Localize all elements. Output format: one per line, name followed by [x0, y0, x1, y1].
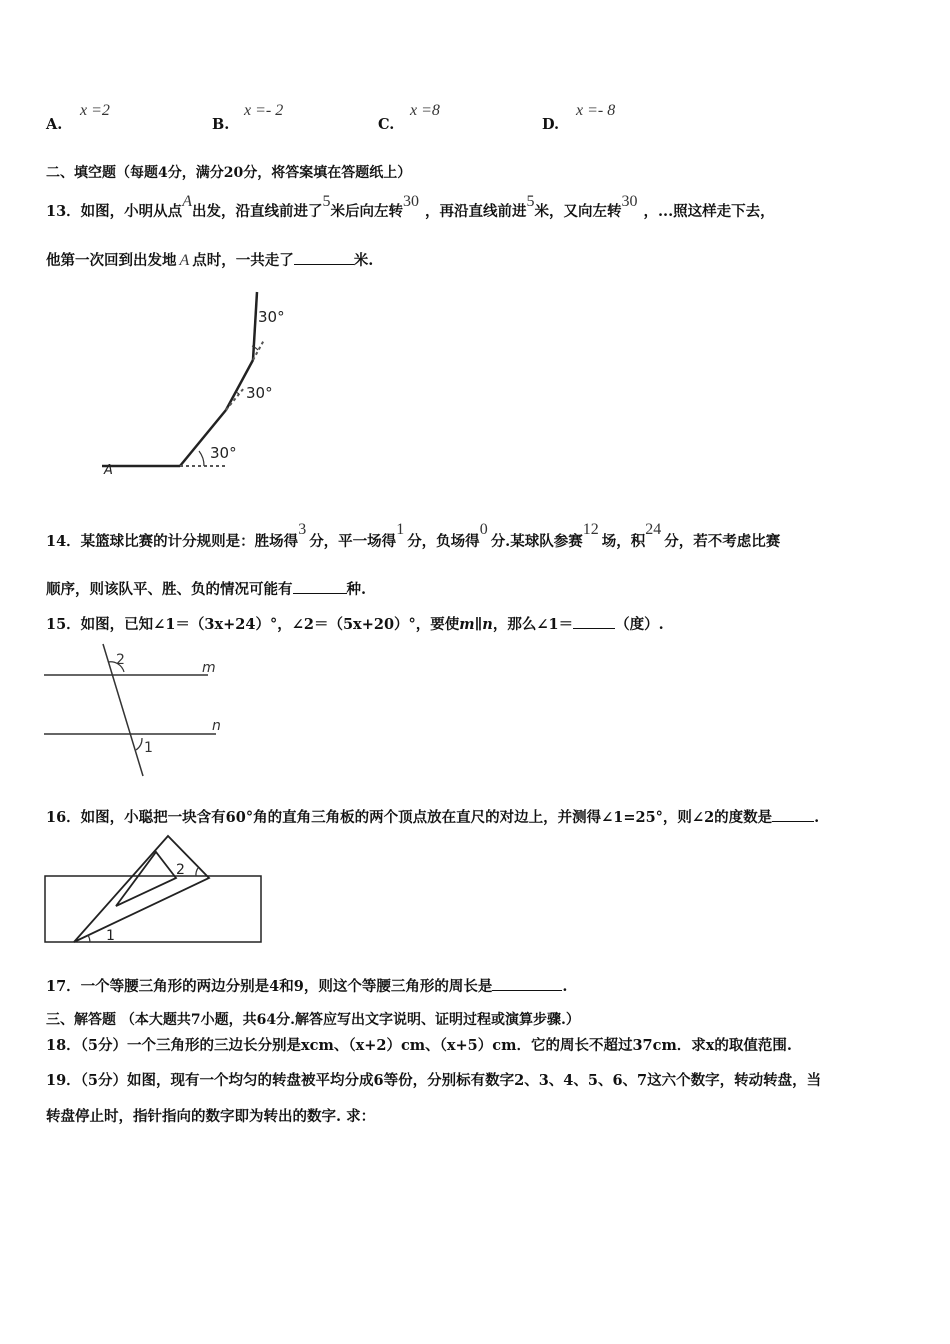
q14-value: 12	[582, 521, 599, 538]
q16-figure	[44, 834, 264, 946]
q14-text: 种.	[346, 581, 367, 598]
angle-2-label: 2	[176, 862, 185, 878]
q16-text: .	[814, 809, 820, 826]
q19-line1: 19．（5分）如图，现有一个均匀的转盘被平均分成6等份，分别标有数字2、3、4、5、6、7这六个数字，转动转盘，当	[46, 1072, 822, 1089]
q14-answer-blank	[293, 581, 347, 594]
q16-line	[46, 806, 819, 827]
q15-line	[46, 613, 664, 634]
q17-text: 17．一个等腰三角形的两边分别是4和9，则这个等腰三角形的周长是	[46, 978, 493, 995]
q14-text: 场，积	[601, 533, 646, 550]
q13-text: 米.	[353, 252, 374, 269]
option-d-letter: D.	[542, 116, 560, 133]
option-c-letter: C.	[378, 116, 395, 133]
q14-text: 14．某篮球比赛的计分规则是：胜场得	[46, 533, 299, 550]
q13-angle: 30	[621, 193, 638, 210]
q15-figure	[44, 642, 234, 782]
q14-value: 0	[479, 521, 488, 538]
q14-text: 分，负场得	[407, 533, 480, 550]
q18-text: 18．（5分）一个三角形的三边长分别是xcm、（x+2）cm、（x+5）cm．它的周长不超过37cm．求x的取值范围.	[46, 1037, 792, 1054]
angle-1-arc	[136, 738, 142, 750]
path-segment-4	[253, 292, 257, 360]
q13-distance: 5	[322, 193, 331, 210]
q13-text: 13．如图，小明从点	[46, 203, 183, 220]
q19-line2: 转盘停止时，指针指向的数字即为转出的数字. 求：	[46, 1108, 376, 1125]
q14-value: 1	[396, 521, 405, 538]
q13-text: 米，又向左转	[534, 203, 622, 220]
angle-arc	[199, 451, 204, 466]
q14-line1	[46, 521, 781, 551]
q13-text: 点时，一共走了	[192, 252, 294, 269]
q13-point-a: A	[182, 193, 192, 210]
q14-text: 分.某球队参赛	[490, 533, 583, 550]
q15-parallel: m∥n	[459, 616, 493, 633]
option-a-letter: A.	[46, 116, 63, 133]
section-2-title: 二、填空题（每题4分，满分20分，将答案填在答题纸上）	[46, 165, 412, 181]
point-a-label: A	[104, 463, 113, 478]
line-m-label: m	[202, 660, 216, 676]
q15-text: ，那么∠1＝	[492, 616, 574, 633]
angle-2-label: 2	[116, 652, 125, 668]
q17-text: .	[562, 978, 568, 995]
q13-text: 他第一次回到出发地	[46, 252, 177, 269]
option-b-letter: B.	[212, 116, 230, 133]
q13-text: 米后向左转	[330, 203, 403, 220]
q15-text: （度）.	[615, 616, 664, 633]
q17-line	[46, 975, 567, 996]
option-a-expr: x =2	[80, 102, 110, 119]
q13-angle: 30	[402, 193, 419, 210]
q14-value: 24	[645, 521, 662, 538]
angle-label: 30°	[258, 308, 285, 326]
q16-text: 16．如图，小聪把一块含有60°角的直角三角板的两个顶点放在直尺的对边上，并测得∠1=25°，则∠2的度数是	[46, 809, 773, 826]
q16-answer-blank	[772, 809, 814, 822]
q15-text: 15．如图，已知∠1＝（3x+24）°，∠2＝（5x+20）°，要使	[46, 616, 460, 633]
line-n-label: n	[212, 718, 221, 734]
q15-answer-blank	[573, 616, 615, 629]
q14-text: 分，平一场得	[309, 533, 397, 550]
angle-1-label: 1	[144, 740, 153, 756]
q13-line1	[46, 193, 775, 221]
q14-value: 3	[298, 521, 307, 538]
q14-line2	[46, 578, 366, 599]
triangle-outer	[74, 836, 209, 942]
angle-1-label: 1	[106, 928, 115, 944]
section-3-title: 三、解答题 （本大题共7小题，共64分.解答应写出文字说明、证明过程或演算步骤.）	[46, 1012, 580, 1028]
q13-line2	[46, 249, 373, 270]
option-b-expr: x =- 2	[244, 102, 284, 119]
angle-label: 30°	[246, 384, 273, 402]
option-c-expr: x =8	[410, 102, 440, 119]
ruler	[45, 876, 261, 942]
option-d-expr: x =- 8	[576, 102, 616, 119]
q13-figure	[96, 286, 285, 486]
q13-text: ，...照这样走下去，	[643, 203, 775, 220]
q13-text: ，再沿直线前进	[424, 203, 527, 220]
q13-text: 出发，沿直线前进了	[191, 203, 323, 220]
q17-answer-blank	[492, 978, 562, 991]
q13-point-a: A	[179, 252, 190, 269]
q14-text: 顺序，则该队平、胜、负的情况可能有	[46, 581, 293, 598]
angle-2-arc	[196, 868, 198, 876]
angle-label: 30°	[210, 444, 237, 462]
q14-text: 分，若不考虑比赛	[664, 533, 781, 550]
q13-answer-blank	[294, 252, 354, 265]
angle-1-arc	[88, 935, 90, 942]
q13-distance: 5	[526, 193, 535, 210]
